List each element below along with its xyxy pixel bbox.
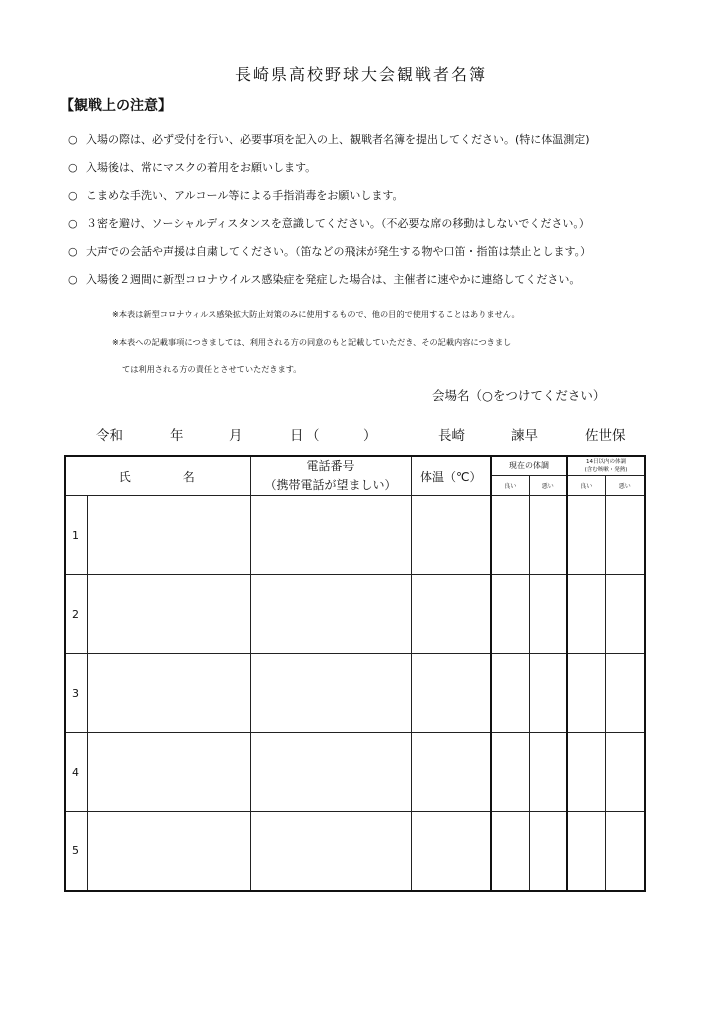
current-bad-cell[interactable] (529, 654, 567, 733)
venue-option-isahaya[interactable]: 諫早 (511, 428, 538, 444)
phone-header-hint: （携帯電話が望ましい） (264, 478, 397, 492)
day-label: 日 (290, 428, 304, 444)
past-good-header: 良い (567, 475, 605, 495)
past-good-cell[interactable] (567, 733, 605, 812)
phone-cell[interactable] (250, 575, 411, 654)
past-bad-cell[interactable] (605, 496, 645, 575)
bullet-icon: ○ (68, 133, 78, 146)
row-number: 1 (65, 496, 87, 575)
phone-cell[interactable] (250, 654, 411, 733)
year-label: 年 (170, 428, 184, 444)
notice-item: ○ 入場後２週間に新型コロナウイルス感染症を発症した場合は、主催者に速やかに連絡してください。 (68, 273, 581, 286)
temperature-cell[interactable] (411, 733, 491, 812)
bullet-icon: ○ (68, 189, 78, 202)
notice-item: ○ 入場後は、常にマスクの着用をお願いします。 (68, 161, 317, 174)
era-label: 令和 (96, 428, 123, 444)
bullet-icon: ○ (68, 217, 78, 230)
current-bad-cell[interactable] (529, 733, 567, 812)
row-number: 4 (65, 733, 87, 812)
past-bad-cell[interactable] (605, 654, 645, 733)
name-cell[interactable] (87, 812, 250, 891)
row-number: 3 (65, 654, 87, 733)
phone-header (250, 456, 411, 496)
venue-option-sasebo[interactable]: 佐世保 (585, 428, 626, 444)
condition-14days-label: 14日以内の体調 (586, 458, 627, 465)
current-bad-cell[interactable] (529, 812, 567, 891)
condition-14days-header (567, 456, 645, 475)
consent-note-continued: ては利用される方の責任とさせていただきます。 (122, 364, 302, 374)
current-bad-header: 悪い (529, 475, 567, 495)
past-bad-header: 悪い (605, 475, 645, 495)
table-row (65, 496, 645, 575)
past-bad-cell[interactable] (605, 575, 645, 654)
name-cell[interactable] (87, 575, 250, 654)
name-cell[interactable] (87, 654, 250, 733)
current-bad-cell[interactable] (529, 575, 567, 654)
venue-label: 会場名（○をつけてください） (432, 388, 606, 403)
table-row (65, 733, 645, 812)
past-good-cell[interactable] (567, 654, 605, 733)
current-good-cell[interactable] (491, 654, 529, 733)
current-good-cell[interactable] (491, 812, 529, 891)
past-bad-cell[interactable] (605, 812, 645, 891)
temperature-header: 体温（℃） (411, 456, 491, 496)
month-label: 月 (229, 428, 243, 444)
notice-item: ○ ３密を避け、ソーシャルディスタンスを意識してください。（不必要な席の移動はしないでください。） (68, 217, 590, 230)
spectator-table (64, 455, 646, 892)
current-good-header: 良い (491, 475, 529, 495)
bullet-icon: ○ (68, 161, 78, 174)
page-title: 長崎県高校野球大会観戦者名簿 (234, 65, 487, 84)
table-row (65, 812, 645, 891)
past-bad-cell[interactable] (605, 733, 645, 812)
phone-cell[interactable] (250, 496, 411, 575)
notice-item: ○ 大声での会話や声援は自粛してください。（笛などの飛沫が発生する物や口笛・指笛は禁止とします。） (68, 245, 592, 258)
row-number: 5 (65, 812, 87, 891)
past-good-cell[interactable] (567, 812, 605, 891)
name-header: 氏名 (65, 456, 250, 496)
current-good-cell[interactable] (491, 496, 529, 575)
name-cell[interactable] (87, 733, 250, 812)
phone-cell[interactable] (250, 812, 411, 891)
past-good-cell[interactable] (567, 496, 605, 575)
table-row (65, 575, 645, 654)
consent-note: ※本表への記載事項につきましては、利用される方の同意のもと記載していただき、その記載内容につきまし (112, 337, 512, 347)
current-condition-header: 現在の体調 (491, 456, 567, 475)
weekday-open-paren: （ (306, 428, 320, 444)
bullet-icon: ○ (68, 273, 78, 286)
venue-option-nagasaki[interactable]: 長崎 (438, 428, 465, 444)
weekday-close-paren: ） (363, 428, 377, 444)
temperature-cell[interactable] (411, 496, 491, 575)
table-row (65, 654, 645, 733)
phone-cell[interactable] (250, 733, 411, 812)
temperature-cell[interactable] (411, 575, 491, 654)
current-good-cell[interactable] (491, 733, 529, 812)
bullet-icon: ○ (68, 245, 78, 258)
name-cell[interactable] (87, 496, 250, 575)
phone-header-label: 電話番号 (306, 459, 355, 473)
row-number: 2 (65, 575, 87, 654)
condition-14days-hint: (含む咳嗽・発熱) (584, 466, 628, 473)
past-good-cell[interactable] (567, 575, 605, 654)
notice-item: ○ こまめな手洗い、アルコール等による手指消毒をお願いします。 (68, 189, 404, 202)
current-good-cell[interactable] (491, 575, 529, 654)
temperature-cell[interactable] (411, 812, 491, 891)
temperature-cell[interactable] (411, 654, 491, 733)
privacy-note: ※本表は新型コロナウィルス感染拡大防止対策のみに使用するもので、他の目的で使用することはありません。 (112, 309, 520, 319)
notice-item: ○ 入場の際は、必ず受付を行い、必要事項を記入の上、観戦者名簿を提出してください。(特に体温測定) (68, 133, 590, 146)
current-bad-cell[interactable] (529, 496, 567, 575)
notice-heading: 【観戦上の注意】 (60, 98, 172, 114)
